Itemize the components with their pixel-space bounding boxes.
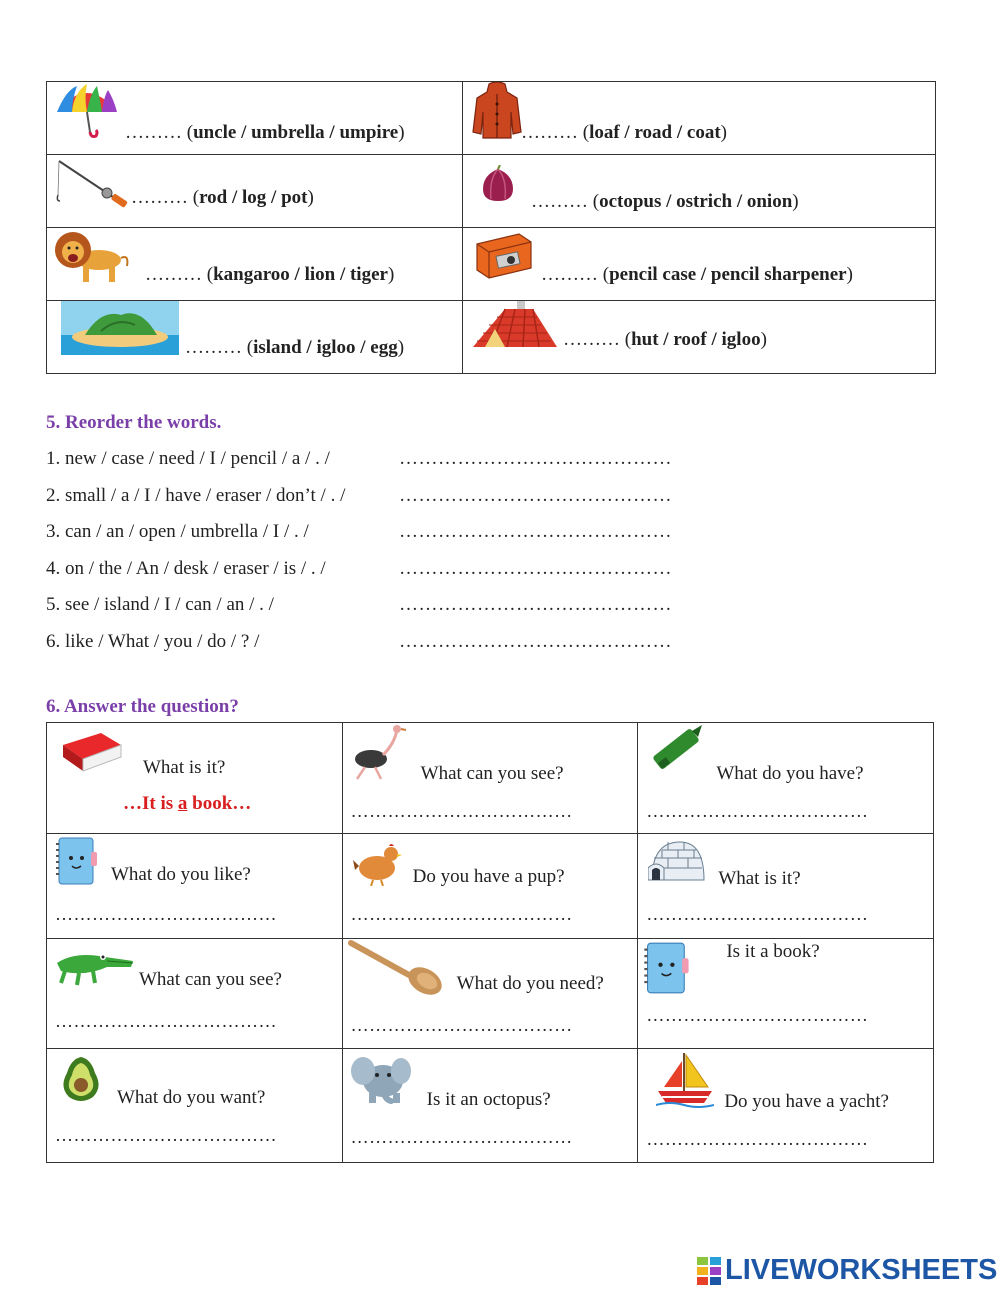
question-cell [638, 723, 934, 834]
answer-blank[interactable]: ……………………………… [646, 801, 869, 821]
answer-blank[interactable]: …………………………………… [399, 630, 672, 652]
reorder-question: 2. small / a / I / have / eraser / don’t / . / [46, 484, 346, 506]
vocab-option: ……… (island / igloo / egg) [185, 337, 405, 358]
question-cell [638, 834, 934, 939]
reorder-question: 4. on / the / An / desk / eraser / is / . / [46, 557, 326, 579]
coat-icon [471, 82, 523, 140]
question-text: What can you see? [420, 763, 564, 784]
vocab-option: ……… (loaf / road / coat) [521, 122, 727, 143]
answer-blank[interactable]: …………………………………… [399, 557, 672, 579]
answer-blank[interactable]: ……………………………… [646, 1128, 869, 1149]
vocab-option: ……… (rod / log / pot) [131, 187, 314, 208]
book-icon [57, 731, 123, 773]
question-cell [638, 1048, 934, 1162]
question-text: What do you want? [117, 1086, 266, 1108]
yacht-icon [656, 1051, 714, 1109]
igloo-icon [648, 838, 706, 884]
answer-blank[interactable]: …………………………………… [399, 448, 672, 469]
question-cell [342, 723, 638, 834]
question-text: What do you like? [111, 864, 251, 886]
logo-text: LIVEWORKSHEETS [725, 1254, 998, 1286]
answer-blank[interactable]: …………………………………… [399, 594, 672, 615]
vocab-cell [463, 301, 936, 374]
question-cell [47, 1048, 343, 1162]
crayon-icon [644, 723, 706, 779]
question-text: What is it? [143, 757, 226, 778]
answer-blank[interactable]: ……………………………… [55, 904, 277, 925]
question-cell [47, 939, 343, 1048]
question-cell [47, 723, 343, 834]
vocab-cell [47, 228, 463, 301]
vocab-cell [463, 228, 936, 301]
answer-blank[interactable]: ……………………………… [350, 801, 573, 821]
answer-blank[interactable]: ……………………………… [646, 904, 869, 925]
answer-blank[interactable]: …………………………………… [399, 484, 672, 506]
umbrella-icon [54, 82, 120, 140]
vocab-cell [463, 82, 936, 155]
notebook-icon [642, 941, 692, 995]
onion-icon [477, 165, 519, 205]
question-text: Do you have a yacht? [724, 1090, 889, 1112]
ostrich-icon [349, 723, 407, 781]
elephant-icon [349, 1049, 411, 1105]
roof-icon [471, 301, 559, 351]
vocab-option: ……… (octopus / ostrich / onion) [531, 191, 799, 212]
example-answer: …It is a book… [123, 793, 252, 814]
question-table [46, 722, 934, 1163]
question-text: What is it? [718, 868, 801, 890]
question-text: What can you see? [139, 969, 282, 991]
vocab-cell [47, 155, 463, 228]
answer-blank[interactable]: ……………………………… [55, 1011, 277, 1032]
answer-blank[interactable]: ……………………………… [350, 904, 573, 925]
vocab-option: ……… (pencil case / pencil sharpener) [541, 264, 853, 285]
reorder-question: 3. can / an / open / umbrella / I / . / [46, 521, 309, 542]
crocodile-icon [55, 941, 135, 987]
question-cell [342, 834, 638, 939]
vocab-cell [47, 82, 463, 155]
sharpener-icon [473, 230, 535, 280]
question-cell [47, 834, 343, 939]
question-cell [342, 1048, 638, 1162]
vocab-cell [47, 301, 463, 374]
island-icon [61, 301, 179, 355]
question-text: What do you have? [716, 763, 864, 784]
vocab-option: ……… (uncle / umbrella / umpire) [125, 122, 405, 143]
answer-blank[interactable]: ……………………………… [350, 1015, 573, 1036]
answer-blank[interactable]: …………………………………… [399, 521, 672, 542]
answer-blank[interactable]: ……………………………… [646, 1005, 869, 1026]
fishing-rod-icon [55, 157, 129, 213]
spoon-icon [347, 939, 447, 997]
vocab-cell [463, 155, 936, 228]
question-text: What do you need? [456, 973, 604, 995]
hen-icon [353, 842, 403, 886]
section-6-title: 6. Answer the question? [46, 696, 239, 717]
question-cell [342, 939, 638, 1048]
section-5-title: 5. Reorder the words. [46, 412, 222, 433]
avocado-icon [57, 1055, 105, 1101]
logo-mark-icon [697, 1257, 721, 1285]
question-text: Do you have a pup? [412, 866, 565, 888]
question-text: Is it an octopus? [426, 1088, 551, 1110]
vocab-option: ……… (hut / roof / igloo) [563, 329, 767, 350]
vocab-option: ……… (kangaroo / lion / tiger) [145, 264, 395, 285]
question-text: Is it a book? [726, 941, 820, 963]
notebook-icon [55, 836, 99, 886]
vocab-table [46, 81, 936, 374]
lion-icon [53, 228, 131, 286]
answer-blank[interactable]: ……………………………… [350, 1126, 573, 1147]
reorder-question: 6. like / What / you / do / ? / [46, 630, 260, 652]
answer-blank[interactable]: ……………………………… [55, 1124, 277, 1145]
question-cell [638, 939, 934, 1048]
reorder-question: 5. see / island / I / can / an / . / [46, 594, 274, 615]
reorder-question: 1. new / case / need / I / pencil / a / . / [46, 448, 330, 469]
